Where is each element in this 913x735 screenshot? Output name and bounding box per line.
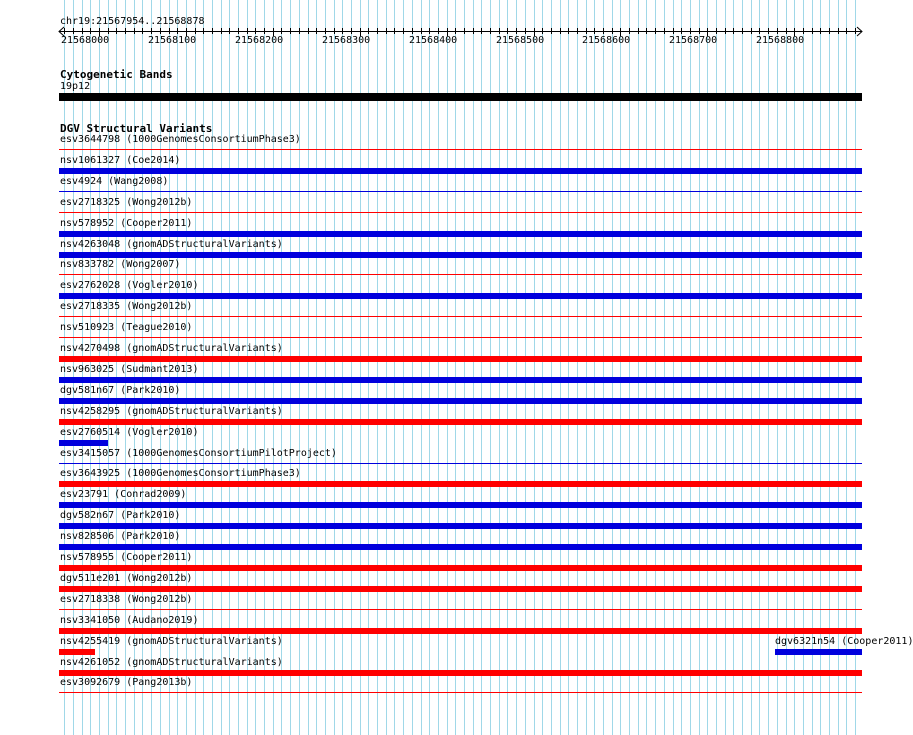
ruler-tick-label: 21568200 bbox=[235, 35, 284, 46]
feature-label[interactable]: dgv511e201 (Wong2012b) bbox=[60, 573, 193, 584]
feature-bar-esv3415057[interactable] bbox=[59, 463, 862, 464]
feature-bar-nsv1061327[interactable] bbox=[59, 168, 862, 174]
feature-bar-nsv828506[interactable] bbox=[59, 544, 862, 550]
dgv-track-title: DGV Structural Variants bbox=[60, 122, 213, 135]
feature-label[interactable]: nsv4270498 (gnomADStructuralVariants) bbox=[60, 343, 283, 354]
feature-label[interactable]: esv3644798 (1000GenomesConsortiumPhase3) bbox=[60, 134, 301, 145]
feature-bar-nsv4255419[interactable] bbox=[59, 649, 95, 655]
feature-label[interactable]: nsv4261052 (gnomADStructuralVariants) bbox=[60, 657, 283, 668]
feature-bar-nsv510923[interactable] bbox=[59, 337, 862, 338]
feature-bar-nsv833782[interactable] bbox=[59, 274, 862, 275]
feature-bar-esv4924[interactable] bbox=[59, 191, 862, 192]
ruler-tick-label: 21568500 bbox=[496, 35, 545, 46]
feature-bar-nsv578955[interactable] bbox=[59, 565, 862, 571]
feature-label[interactable]: dgv6321n54 (Cooper2011) bbox=[775, 636, 913, 647]
feature-bar-esv3643925[interactable] bbox=[59, 481, 862, 487]
feature-label[interactable]: nsv578955 (Cooper2011) bbox=[60, 552, 193, 563]
feature-label[interactable]: nsv578952 (Cooper2011) bbox=[60, 218, 193, 229]
feature-label[interactable]: nsv4255419 (gnomADStructuralVariants) bbox=[60, 636, 283, 647]
feature-bar-esv2718338[interactable] bbox=[59, 609, 862, 610]
feature-bar-nsv963025[interactable] bbox=[59, 377, 862, 383]
feature-bar-esv3644798[interactable] bbox=[59, 149, 862, 150]
ruler-tick-label: 21568800 bbox=[756, 35, 805, 46]
ruler-tick-label: 21568000 bbox=[61, 35, 110, 46]
feature-bar-dgv581n67[interactable] bbox=[59, 398, 862, 404]
feature-label[interactable]: esv2718338 (Wong2012b) bbox=[60, 594, 193, 605]
feature-bar-dgv6321n54[interactable] bbox=[775, 649, 862, 655]
feature-bar-esv2762028[interactable] bbox=[59, 293, 862, 299]
feature-label[interactable]: nsv3341050 (Audano2019) bbox=[60, 615, 199, 626]
ruler-tick-label: 21568700 bbox=[669, 35, 718, 46]
feature-label[interactable]: esv3092679 (Pang2013b) bbox=[60, 677, 193, 688]
feature-bar-nsv4258295[interactable] bbox=[59, 419, 862, 425]
cytoband-label: 19p12 bbox=[60, 81, 91, 92]
ruler-tick-label: 21568600 bbox=[582, 35, 631, 46]
feature-label[interactable]: dgv582n67 (Park2010) bbox=[60, 510, 181, 521]
cytoband-bar[interactable] bbox=[59, 93, 862, 101]
feature-label[interactable]: nsv4258295 (gnomADStructuralVariants) bbox=[60, 406, 283, 417]
feature-label[interactable]: esv4924 (Wang2008) bbox=[60, 176, 169, 187]
cytoband-track-title: Cytogenetic Bands bbox=[60, 68, 173, 81]
ruler-tick-label: 21568400 bbox=[409, 35, 458, 46]
feature-bar-dgv511e201[interactable] bbox=[59, 586, 862, 592]
ruler-tick-label: 21568100 bbox=[148, 35, 197, 46]
feature-label[interactable]: nsv4263048 (gnomADStructuralVariants) bbox=[60, 239, 283, 250]
feature-label[interactable]: dgv581n67 (Park2010) bbox=[60, 385, 181, 396]
ruler[interactable] bbox=[0, 24, 890, 48]
feature-bar-esv2760514[interactable] bbox=[59, 440, 108, 446]
feature-bar-esv2718325[interactable] bbox=[59, 212, 862, 213]
ruler-tick-label: 21568300 bbox=[322, 35, 371, 46]
feature-bar-esv23791[interactable] bbox=[59, 502, 862, 508]
feature-label[interactable]: esv2762028 (Vogler2010) bbox=[60, 280, 199, 291]
feature-label[interactable]: nsv833782 (Wong2007) bbox=[60, 259, 181, 270]
feature-label[interactable]: esv3643925 (1000GenomesConsortiumPhase3) bbox=[60, 468, 301, 479]
feature-label[interactable]: nsv963025 (Sudmant2013) bbox=[60, 364, 199, 375]
feature-bar-nsv4270498[interactable] bbox=[59, 356, 862, 362]
feature-bar-nsv4263048[interactable] bbox=[59, 252, 862, 258]
feature-bar-dgv582n67[interactable] bbox=[59, 523, 862, 529]
feature-label[interactable]: esv2760514 (Vogler2010) bbox=[60, 427, 199, 438]
feature-label[interactable]: nsv510923 (Teague2010) bbox=[60, 322, 193, 333]
feature-bar-nsv4261052[interactable] bbox=[59, 670, 862, 676]
feature-label[interactable]: nsv1061327 (Coe2014) bbox=[60, 155, 181, 166]
feature-bar-nsv3341050[interactable] bbox=[59, 628, 862, 634]
feature-bar-nsv578952[interactable] bbox=[59, 231, 862, 237]
feature-bar-esv2718335[interactable] bbox=[59, 316, 862, 317]
region-label: chr19:21567954..21568878 bbox=[60, 16, 205, 27]
feature-label[interactable]: esv3415057 (1000GenomesConsortiumPilotProject) bbox=[60, 448, 337, 459]
feature-bar-esv3092679[interactable] bbox=[59, 692, 862, 693]
feature-label[interactable]: esv2718335 (Wong2012b) bbox=[60, 301, 193, 312]
feature-label[interactable]: esv2718325 (Wong2012b) bbox=[60, 197, 193, 208]
feature-label[interactable]: nsv828506 (Park2010) bbox=[60, 531, 181, 542]
feature-label[interactable]: esv23791 (Conrad2009) bbox=[60, 489, 187, 500]
